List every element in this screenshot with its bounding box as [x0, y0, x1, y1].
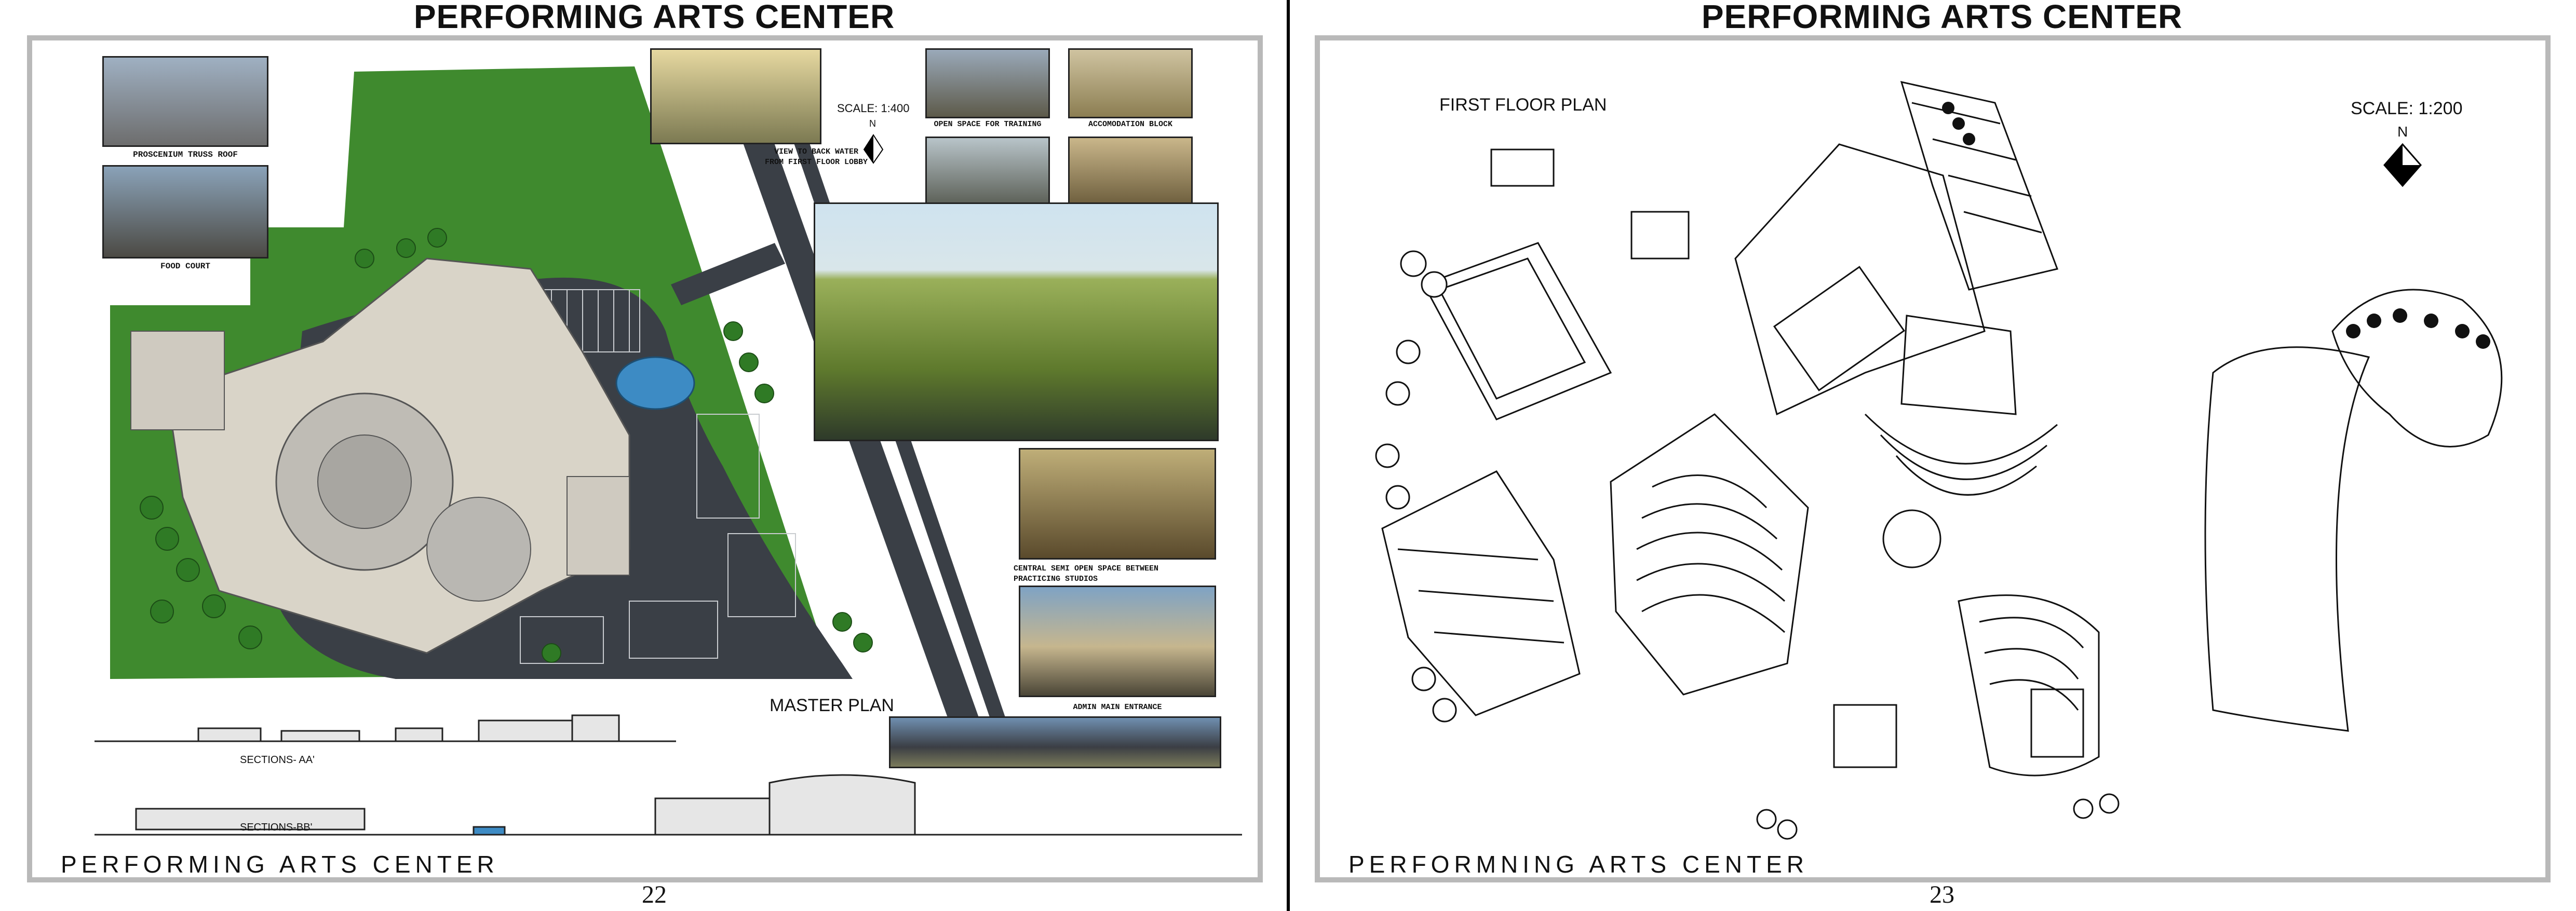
- amphitheatre-seating: [1865, 414, 2057, 495]
- photo-view-to-back-water: [650, 48, 821, 144]
- photo-proscenium-truss-roof: [102, 56, 268, 147]
- photo-accommodation-block: [1068, 48, 1193, 118]
- section-aa-label: SECTIONS- AA': [240, 754, 315, 766]
- studio-wing: [1901, 82, 2057, 290]
- photo-aerial-render: [814, 202, 1219, 441]
- palm-symbols: [1942, 102, 2490, 349]
- photo-caption: OPEN SPACE FOR TRAINING: [934, 120, 1042, 129]
- master-plan-sheet: [21, 0, 1288, 911]
- admin-block: [567, 477, 629, 575]
- main-auditorium: [1611, 414, 1808, 695]
- photo-caption: CENTRAL SEMI OPEN SPACE BETWEEN PRACTICING STUDIOS: [1014, 564, 1159, 583]
- first-floor-plan-drawing: [1320, 40, 2545, 877]
- stage-block: [1901, 316, 2016, 414]
- photo-caption: ADMIN MAIN ENTRANCE: [1073, 703, 1162, 712]
- sheet-title: PERFORMING ARTS CENTER: [1701, 0, 2183, 35]
- section-aa-drawing: [95, 715, 676, 741]
- footer-title: PERFORMING ARTS CENTER: [61, 851, 499, 878]
- sheet-title: PERFORMING ARTS CENTER: [413, 0, 895, 35]
- footer-title: PERFORMNING ARTS CENTER: [1348, 851, 1809, 878]
- photo-open-space-for-training: [925, 48, 1050, 118]
- floor-plan-board: [1315, 35, 2551, 882]
- north-label: N: [2397, 124, 2408, 140]
- pond: [616, 357, 694, 409]
- scale-label: SCALE: 1:200: [2351, 99, 2463, 118]
- first-floor-plan-sheet: [1309, 0, 2575, 911]
- page-number: 22: [642, 881, 667, 908]
- photo-semi-open-practice-area: [925, 137, 1050, 207]
- plan-label: FIRST FLOOR PLAN: [1439, 95, 1607, 115]
- accommodation-block: [1424, 243, 1611, 419]
- scale-label: SCALE: 1:400: [837, 102, 910, 115]
- open-air-theatre: [427, 497, 531, 601]
- master-plan-label: MASTER PLAN: [770, 696, 894, 715]
- amphitheatre-inner: [318, 435, 411, 528]
- photo-caption: PROSCENIUM TRUSS ROOF: [133, 150, 238, 159]
- north-label: N: [869, 118, 876, 129]
- photo-oat-stage: [1068, 137, 1193, 207]
- accommodation-block: [131, 331, 224, 430]
- photo-admin-main-entrance: [1019, 586, 1216, 697]
- pond: [2332, 290, 2502, 447]
- curved-wing: [2205, 347, 2369, 731]
- section-bb-label: SECTIONS-BB': [240, 822, 313, 833]
- master-plan-board: [27, 35, 1263, 882]
- photo-central-semi-open-space: [1019, 448, 1216, 560]
- photo-food-court: [102, 165, 268, 259]
- photo-caption: VIEW TO BACK WATER FROM FIRST FLOOR LOBBY: [764, 147, 868, 167]
- page-number: 23: [1930, 881, 1954, 908]
- photo-caption: FOOD COURT: [160, 262, 210, 271]
- lobby-spine: [1735, 144, 1985, 414]
- photo-caption: ACCOMODATION BLOCK: [1088, 120, 1173, 129]
- central-court: [1883, 510, 1940, 567]
- photo-entrance-panorama: [889, 716, 1221, 768]
